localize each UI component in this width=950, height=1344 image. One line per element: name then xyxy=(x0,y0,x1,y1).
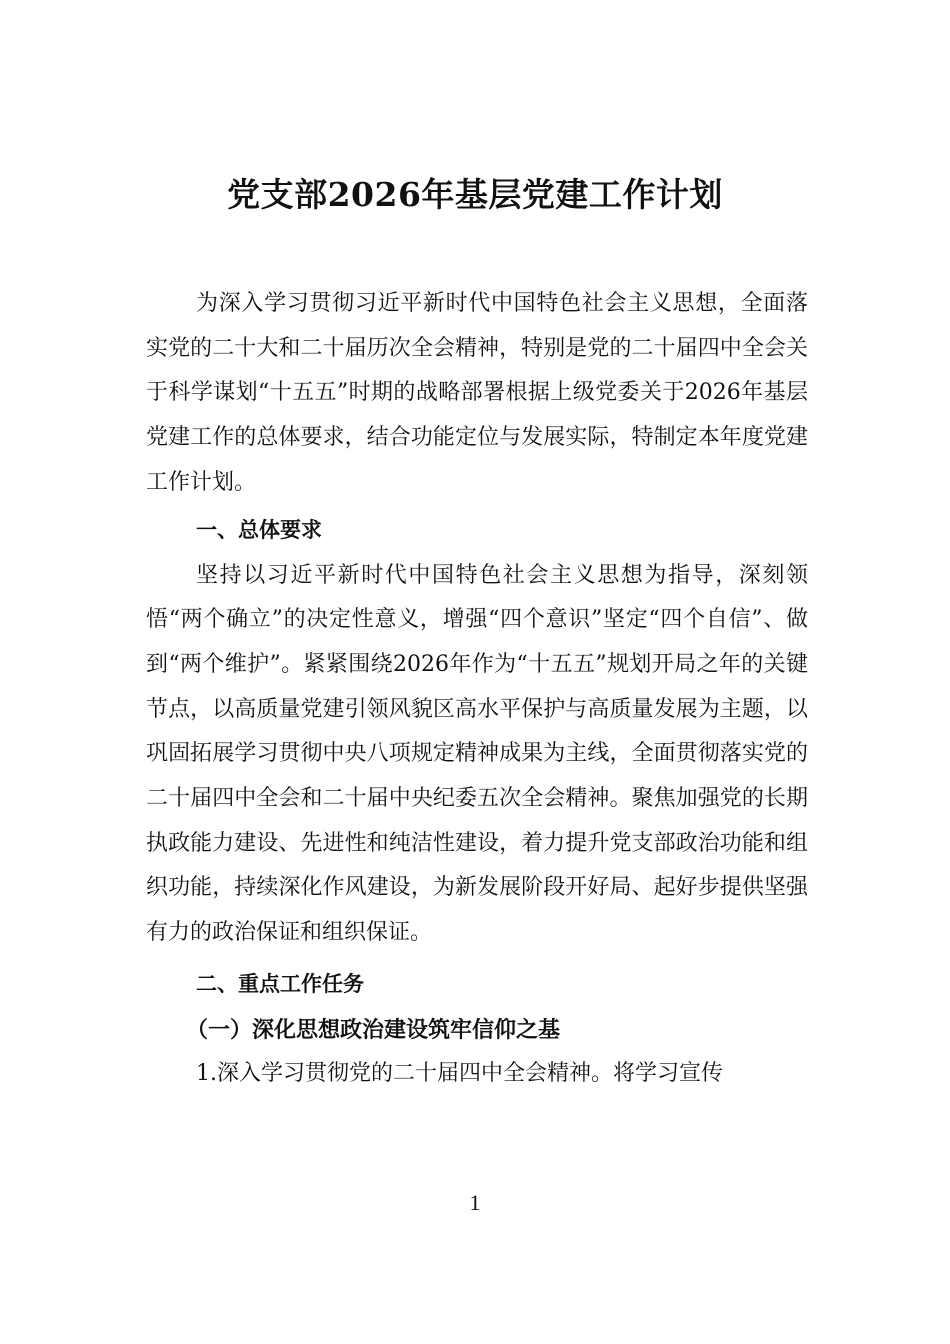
page-number: 1 xyxy=(469,1190,481,1215)
subsection-heading-ideology: （一）深化思想政治建设筑牢信仰之基 xyxy=(186,1016,561,1043)
section-heading-key-tasks: 二、重点工作任务 xyxy=(196,971,364,996)
intro-paragraph: 为深入学习贯彻习近平新时代中国特色社会主义思想，全面落实党的二十大和二十届历次全会精神，特别是党的二十届四中全会关于科学谋划“十五五”时期的战略部署根据上级党委关于2026年基层党建工作的总体要求，结合功能定位与发展实际，特制定本年度党建工作计划。 xyxy=(146,291,808,495)
document-title: 党支部2026年基层党建工作计划 xyxy=(227,175,723,214)
section-heading-general-requirements: 一、总体要求 xyxy=(196,517,322,542)
document-body xyxy=(146,282,808,1097)
general-requirements-paragraph: 坚持以习近平新时代中国特色社会主义思想为指导，深刻领悟“两个确立”的决定性意义，增强“四个意识”坚定“四个自信”、做到“两个维护”。紧紧围绕2026年作为“十五五”规划开局之年的关键节点，以高质量党建引领风貌区高水平保护与高质量发展为主题，以巩固拓展学习贯彻中央八项规定精神成果为主线，全面贯彻落实党的二十届四中全会和二十届中央纪委五次全会精神。聚焦加强党的长期执政能力建设、先进性和纯洁性建设，着力提升党支部政治功能和组织功能，持续深化作风建设，为新发展阶段开好局、起好步提供坚强有力的政治保证和组织保证。 xyxy=(146,562,809,946)
task-item-1: 1.深入学习贯彻党的二十届四中全会精神。将学习宣传 xyxy=(196,1060,723,1086)
